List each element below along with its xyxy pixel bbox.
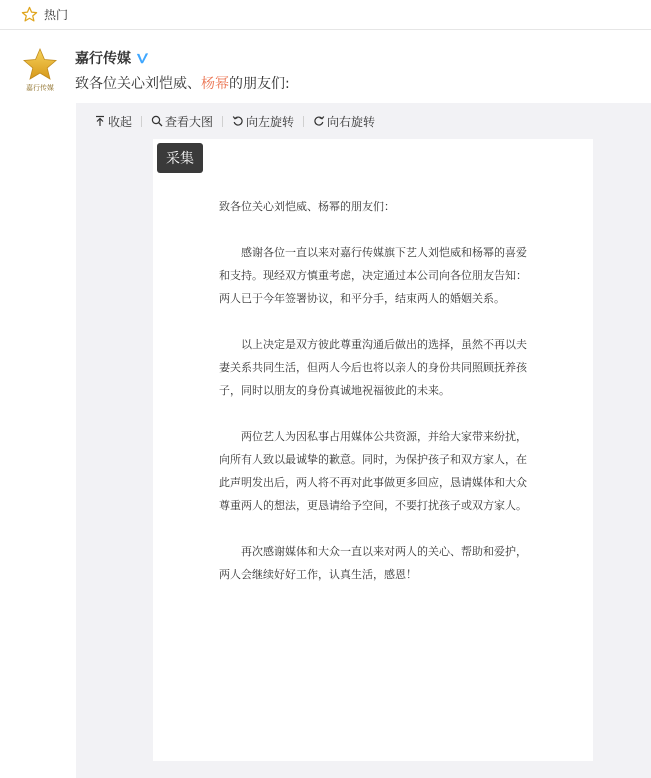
view-large-label: 查看大图 (165, 114, 214, 129)
rotate-left-button[interactable] (232, 113, 294, 130)
rotate-right-label: 向右旋转 (327, 114, 376, 129)
statement-image[interactable] (153, 139, 593, 761)
collect-button[interactable]: 采集 (157, 143, 203, 173)
mention-link[interactable]: 杨幂 (201, 76, 229, 92)
toolbar-divider (141, 116, 142, 127)
statement-paragraph: 感谢各位一直以来对嘉行传媒旗下艺人刘恺威和杨幂的喜爱和支持。现经双方慎重考虑，决定通过本公司向各位朋友告知：两人已于今年签署协议，和平分手，结束两人的婚姻关系。 (219, 246, 527, 305)
hot-tab-bar (0, 0, 651, 30)
statement-paragraph: 再次感谢媒体和大众一直以来对两人的关心、帮助和爱护，两人会继续好好工作，认真生活，感恩！ (219, 545, 527, 581)
username[interactable] (75, 48, 150, 68)
rotate-left-icon (232, 115, 244, 127)
statement-greeting: 致各位关心刘恺威、杨幂的朋友们： (219, 200, 395, 213)
post-text (75, 73, 290, 93)
statement-text (219, 195, 529, 609)
avatar-caption: 嘉行传媒 (26, 84, 54, 92)
magnifier-icon (151, 115, 163, 127)
view-large-button[interactable] (151, 113, 213, 130)
collapse-label: 收起 (108, 114, 133, 129)
rotate-right-icon (313, 115, 325, 127)
username-text[interactable]: 嘉行传媒 (75, 51, 131, 67)
toolbar-divider (222, 116, 223, 127)
media-toolbar (94, 112, 375, 130)
hot-tab-label[interactable]: 热门 (44, 8, 69, 22)
statement-paragraph: 以上决定是双方彼此尊重沟通后做出的选择，虽然不再以夫妻关系共同生活，但两人今后也将以亲人的身份共同照顾抚养孩子，同时以朋友的身份真诚地祝福彼此的未来。 (219, 338, 527, 397)
avatar[interactable] (18, 47, 62, 95)
rotate-right-button[interactable] (313, 113, 375, 130)
arrow-up-icon (94, 115, 106, 127)
star-logo-icon (18, 47, 62, 83)
star-outline-icon (21, 6, 38, 23)
verified-badge-icon (135, 51, 150, 66)
toolbar-divider (303, 116, 304, 127)
collapse-button[interactable] (94, 113, 132, 130)
rotate-left-label: 向左旋转 (246, 114, 295, 129)
media-viewer (76, 103, 651, 778)
post-text-before: 致各位关心刘恺威、 (75, 76, 201, 92)
post-text-after: 的朋友们: (229, 76, 290, 92)
statement-paragraph: 两位艺人为因私事占用媒体公共资源，并给大家带来纷扰，向所有人致以最诚挚的歉意。同时，为保护孩子和双方家人，在此声明发出后，两人将不再对此事做更多回应，恳请媒体和大众尊重两人的想法，更恳请给予空间，不要打扰孩子或双方家人。 (219, 430, 527, 512)
